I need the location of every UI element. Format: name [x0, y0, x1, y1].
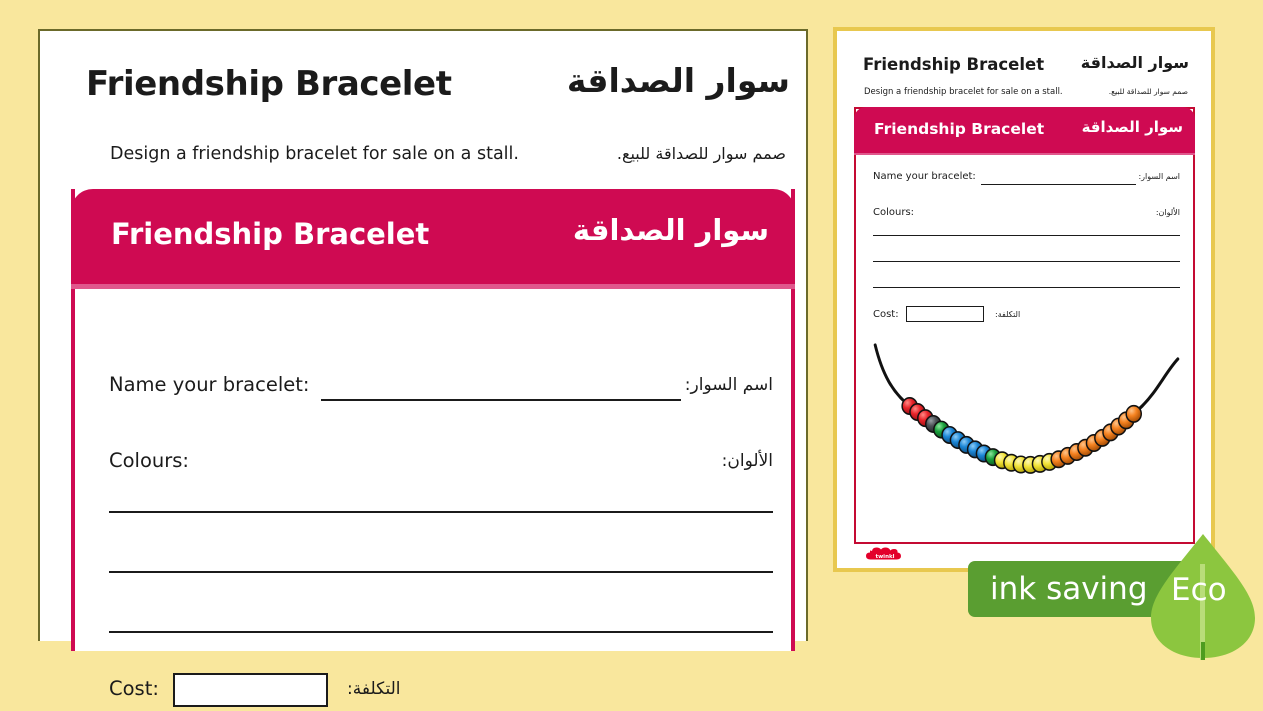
twinkl-logo: [865, 545, 905, 563]
bracelet-name-label-arabic: اسم السوار:: [684, 375, 773, 395]
eco-badge-leaf-label: Eco: [1171, 572, 1227, 608]
colours-write-line-3[interactable]: [109, 631, 773, 633]
thumbnail-bracelet-name-label-arabic: اسم السوار:: [1138, 172, 1180, 181]
main-worksheet-page[interactable]: [38, 29, 808, 700]
main-content-frame: [71, 189, 795, 700]
bracelet-name-label-english: Name your bracelet:: [109, 373, 310, 396]
colours-write-line-1[interactable]: [109, 511, 773, 513]
main-page-header: [40, 31, 806, 191]
thumbnail-inner: [837, 31, 1211, 568]
thumbnail-cost-label-english: Cost:: [873, 309, 899, 320]
thumbnail-colours-row: [873, 207, 1180, 223]
colours-label-english: Colours:: [109, 449, 189, 472]
svg-text:twinkl: twinkl: [875, 554, 895, 560]
main-banner: [71, 189, 795, 289]
page-title-english: Friendship Bracelet: [86, 64, 452, 104]
bracelet-bead: [1126, 406, 1141, 422]
cost-label-arabic: التكلفة:: [347, 679, 401, 699]
thumbnail-bracelet-name-row: [873, 171, 1180, 187]
banner-title-arabic: سوار الصداقة: [572, 213, 769, 247]
thumbnail-subtitle-arabic: صمم سوار للصداقة للبيع.: [1108, 87, 1188, 96]
thumbnail-colours-write-line-2: [873, 261, 1180, 262]
ink-saving-eco-badge: [968, 530, 1260, 630]
colours-field-row: [109, 449, 773, 483]
bracelet-name-field-row: [109, 373, 773, 407]
thumbnail-cost-input-box: [906, 306, 984, 322]
thumbnail-colours-label-arabic: الألوان:: [1155, 208, 1180, 217]
colours-label-arabic: الألوان:: [721, 451, 773, 471]
thumbnail-colours-label-english: Colours:: [873, 207, 915, 218]
thumbnail-colours-write-line-1: [873, 235, 1180, 236]
page-subtitle-arabic: صمم سوار للصداقة للبيع.: [616, 144, 786, 163]
banner-title-english: Friendship Bracelet: [111, 217, 430, 251]
thumbnail-cost-label-arabic: التكلفة:: [995, 310, 1021, 319]
thumbnail-cost-row: [873, 309, 1180, 325]
thumbnail-worksheet-page[interactable]: [833, 27, 1215, 572]
colours-write-line-2[interactable]: [109, 571, 773, 573]
thumbnail-banner: [854, 107, 1195, 155]
thumbnail-title-english: Friendship Bracelet: [863, 55, 1045, 74]
page-subtitle-english: Design a friendship bracelet for sale on a stall.: [110, 144, 519, 164]
thumbnail-banner-title-arabic: سوار الصداقة: [1081, 118, 1183, 136]
beaded-friendship-bracelet-illustration: [866, 337, 1187, 517]
eco-badge-bar-label: ink saving: [990, 571, 1148, 607]
thumbnail-bracelet-name-input: [981, 184, 1136, 185]
thumbnail-content-frame: [854, 107, 1195, 544]
main-form: [75, 289, 791, 700]
thumbnail-bracelet-name-label-english: Name your bracelet:: [873, 171, 976, 182]
page-title-arabic: سوار الصداقة: [566, 61, 790, 100]
thumbnail-subtitle-english: Design a friendship bracelet for sale on a stall.: [864, 87, 1063, 97]
cost-field-row: [109, 677, 773, 711]
bracelet-name-input[interactable]: [321, 399, 681, 401]
thumbnail-title-arabic: سوار الصداقة: [1080, 53, 1189, 72]
cost-label-english: Cost:: [109, 677, 159, 700]
thumbnail-banner-title-english: Friendship Bracelet: [874, 120, 1045, 138]
thumbnail-colours-write-line-3: [873, 287, 1180, 288]
cost-input-box[interactable]: [173, 673, 328, 707]
bracelet-bead-group: [902, 398, 1141, 473]
